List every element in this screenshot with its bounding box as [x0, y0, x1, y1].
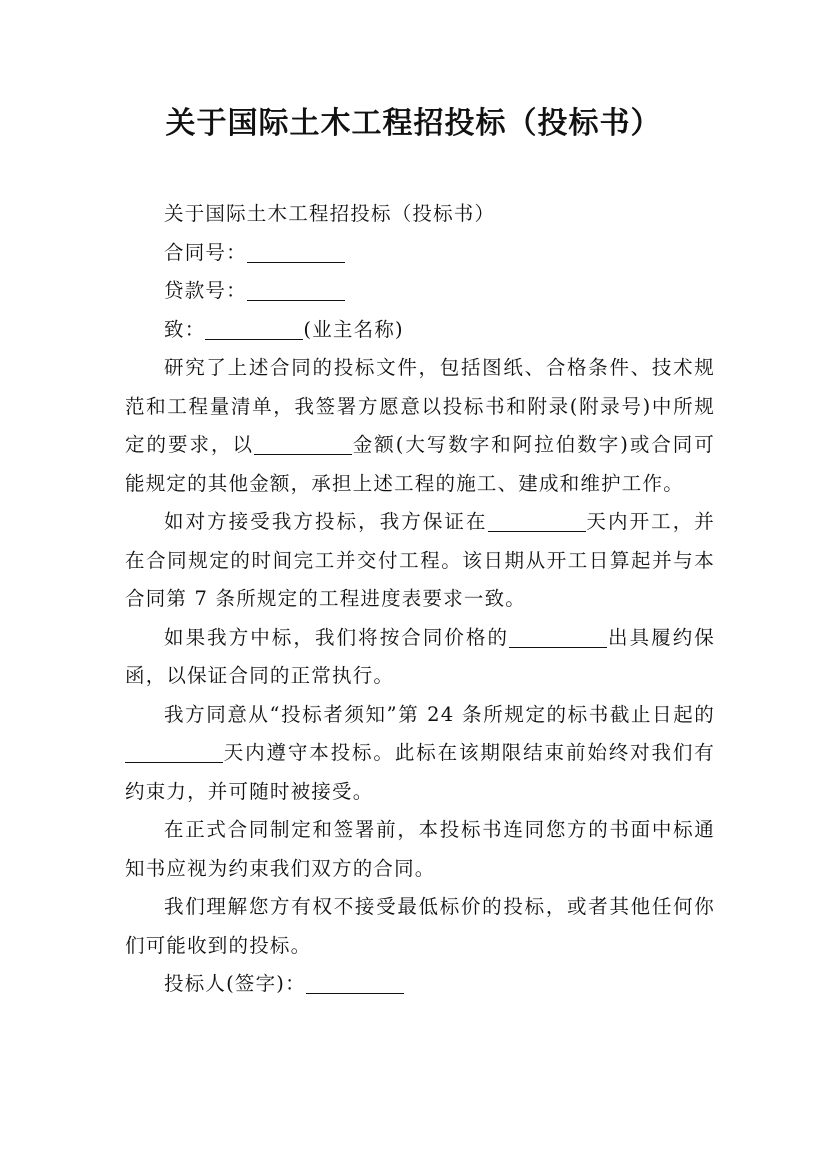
- page-title: 关于国际土木工程招投标（投标书）: [165, 106, 662, 141]
- paragraph-1-text-b: 金额(大写数字和阿拉伯数字)或合同可能规定的其他金额，承担上述工程的施工、建成和维护工作。: [125, 433, 715, 495]
- paragraph-start-date: [125, 503, 715, 619]
- paragraph-2-text-b: 天内开工，并在合同规定的时间完工并交付工程。该日期从开工日算起并与本合同第 7 条所规定的工程进度表要求一致。: [125, 510, 715, 610]
- paragraph-binding-contract: 在正式合同制定和签署前，本投标书连同您方的书面中标通知书应视为约束我们双方的合同。: [125, 818, 715, 880]
- amount-blank[interactable]: [254, 434, 352, 455]
- paragraph-2-text-a: 如对方接受我方投标，我方保证在: [164, 510, 488, 533]
- paragraph-1-text-a: 研究了上述合同的投标文件，包括图纸、合格条件、技术规范和工程量清单，我签署方愿意以投标书和附录(附录号)中所规定的要求，以: [125, 356, 715, 456]
- contract-number-blank[interactable]: [247, 241, 345, 262]
- recipient-suffix: (业主名称): [303, 317, 404, 341]
- contract-number-label: 合同号：: [164, 240, 247, 264]
- loan-number-label: 贷款号：: [164, 279, 247, 302]
- recipient-label: 致：: [164, 317, 206, 341]
- paragraph-acceptance-rights: 我们理解您方有权不接受最低标价的投标，或者其他任何你们可能收到的投标。: [125, 895, 715, 957]
- paragraph-4-text-a: 我方同意从“投标者须知”第 24 条所规定的标书截止日起的: [164, 702, 715, 726]
- signature-line: [125, 965, 715, 1004]
- paragraph-performance-bond: [125, 619, 715, 696]
- signature-blank[interactable]: [306, 973, 404, 994]
- document-body: [125, 195, 715, 1004]
- paragraph-3-text-a: 如果我方中标，我们将按合同价格的: [164, 625, 510, 649]
- owner-name-blank[interactable]: [205, 318, 303, 339]
- paragraph-validity: [125, 696, 715, 812]
- recipient-line: [125, 311, 715, 350]
- paragraph-tender-amount: [125, 349, 715, 503]
- validity-days-blank[interactable]: [125, 742, 223, 763]
- signature-label: 投标人(签字)：: [164, 972, 306, 995]
- bond-percentage-blank[interactable]: [509, 626, 607, 647]
- paragraph-3-text-b: 出具履约保函，以保证合同的正常执行。: [125, 625, 715, 687]
- loan-number-blank[interactable]: [247, 280, 345, 301]
- start-days-blank[interactable]: [488, 511, 586, 532]
- loan-number-line: [125, 272, 715, 311]
- document-subtitle: 关于国际土木工程招投标（投标书）: [164, 202, 496, 225]
- paragraph-4-text-b: 天内遵守本投标。此标在该期限结束前始终对我们有约束力，并可随时被接受。: [125, 741, 715, 803]
- contract-number-line: [125, 234, 715, 273]
